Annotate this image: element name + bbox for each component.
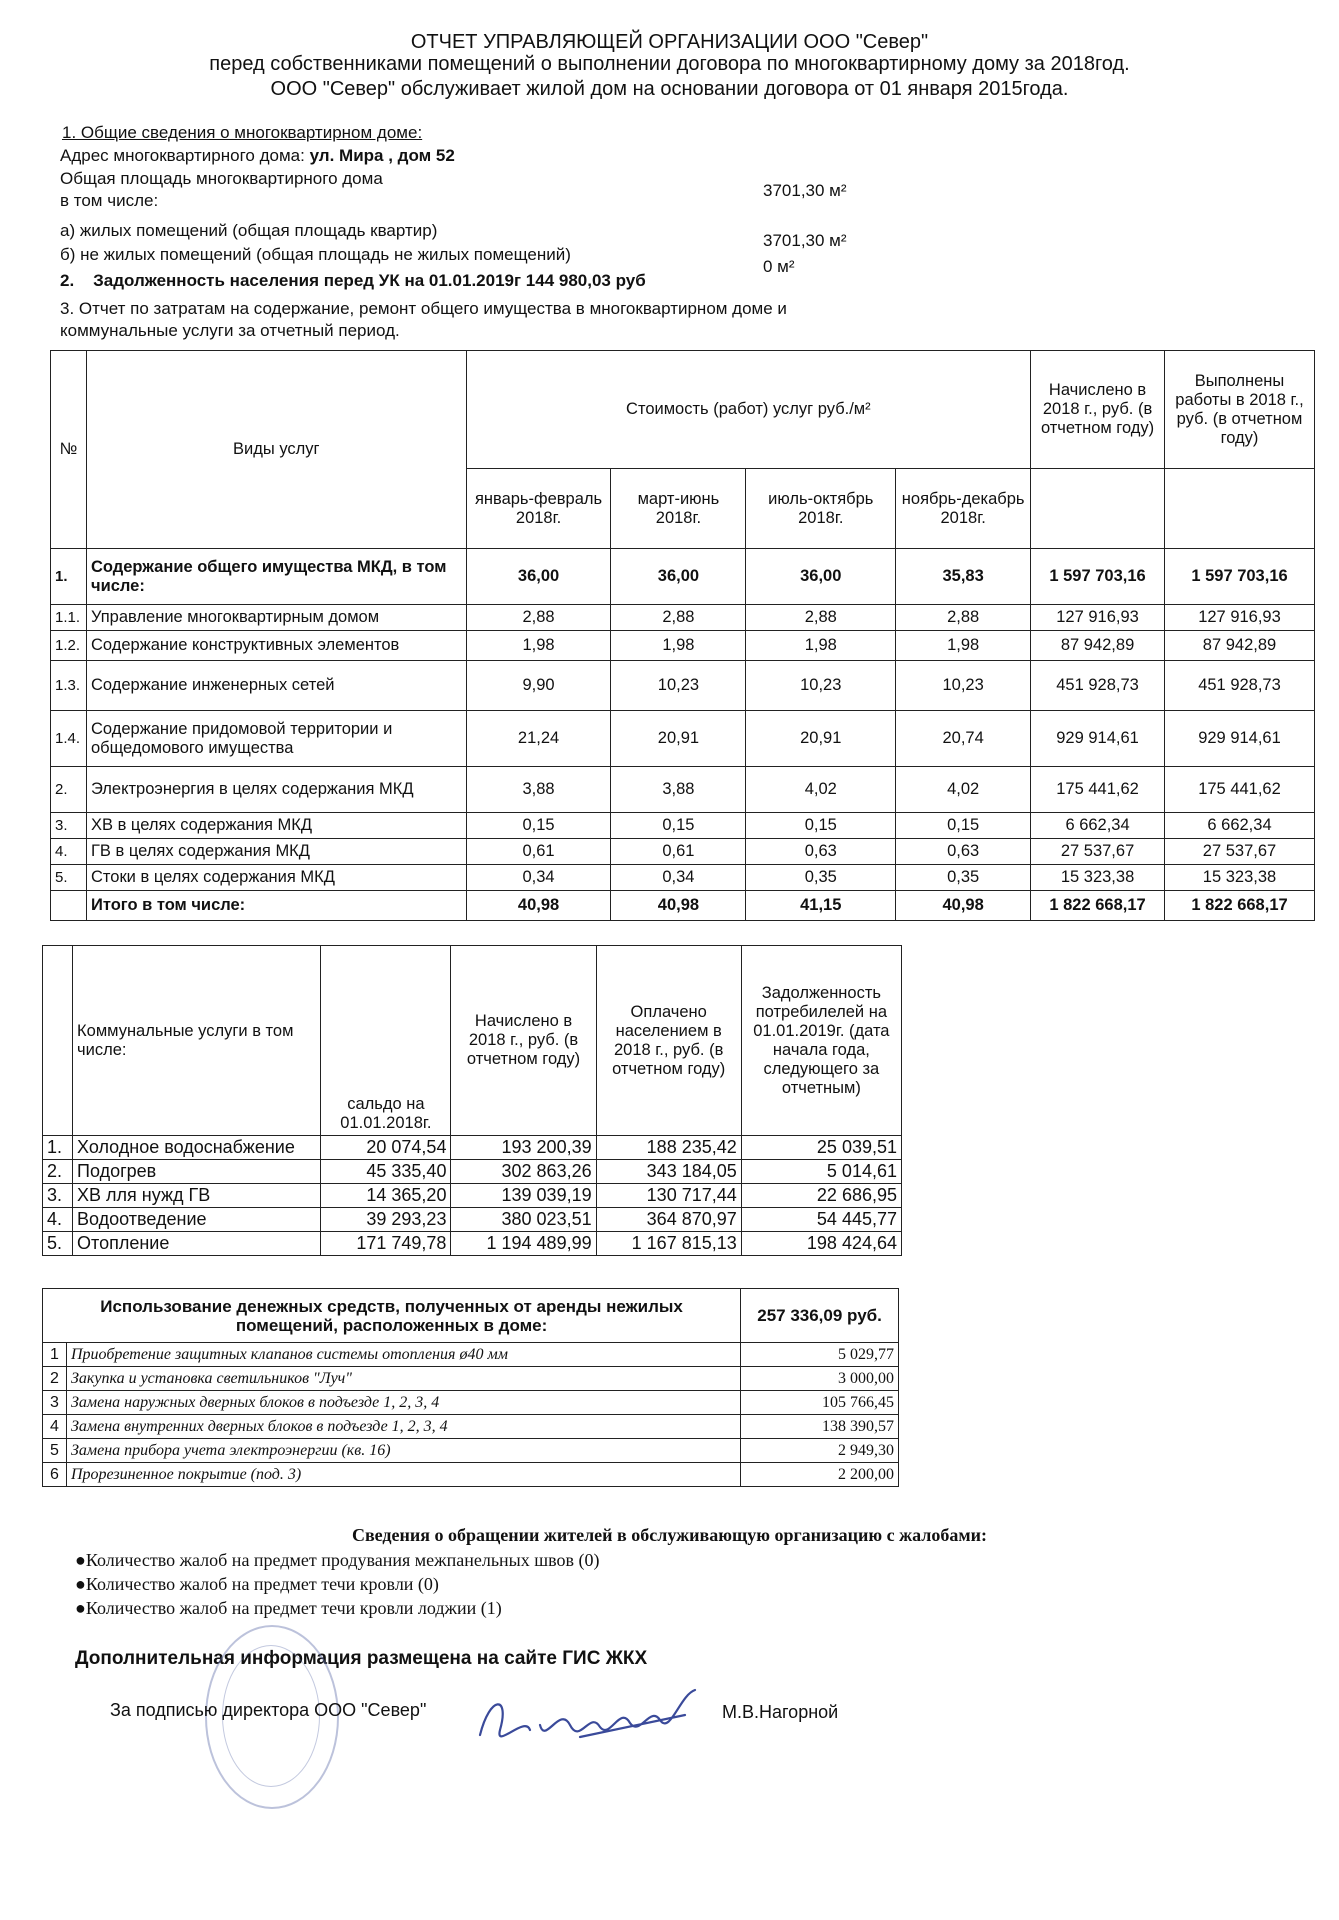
utility-paid: 364 870,97 — [596, 1208, 741, 1232]
area-label: Общая площадь многоквартирного дома — [60, 169, 383, 188]
report-title: ОТЧЕТ УПРАВЛЯЮЩЕЙ ОРГАНИЗАЦИИ ООО "Север" — [410, 31, 929, 53]
service-name: Содержание инженерных сетей — [86, 661, 466, 711]
rent-total: 257 336,09 руб. — [741, 1289, 899, 1343]
services-row — [51, 661, 1315, 711]
utility-num: 5. — [43, 1232, 73, 1256]
rent-item-text: Замена внутренних дверных блоков в подъезде 1, 2, 3, 4 — [66, 1415, 740, 1439]
address-value: ул. Мира , дом 52 — [309, 146, 455, 165]
report-subtitle: перед собственниками помещений о выполнении договора по многоквартирному дому за 2018год. — [209, 53, 1130, 75]
rent-num: 4 — [43, 1415, 67, 1439]
service-num: 1. — [51, 549, 87, 605]
nonliving-value: 0 м² — [763, 257, 795, 276]
cost-jan-feb: 0,61 — [466, 839, 611, 865]
section3-line2: коммунальные услуги за отчетный период. — [60, 321, 400, 340]
utility-paid: 343 184,05 — [596, 1160, 741, 1184]
cost-jul-oct: 10,23 — [746, 661, 896, 711]
service-name: Итого в том числе: — [86, 891, 466, 921]
done-amount: 1 597 703,16 — [1165, 549, 1315, 605]
utility-charged: 380 023,51 — [451, 1208, 596, 1232]
rent-table — [42, 1288, 899, 1487]
service-name: Содержание придомовой территории и общедомового имущества — [86, 711, 466, 767]
utility-saldo: 20 074,54 — [321, 1136, 451, 1160]
utility-paid: 1 167 815,13 — [596, 1232, 741, 1256]
utility-saldo: 45 335,40 — [321, 1160, 451, 1184]
util-debt-header: Задолженность потребилелей на 01.01.2019г. (дата начала года, следующего за отчетным) — [741, 946, 901, 1136]
cost-nov-dec: 4,02 — [896, 767, 1031, 813]
debt-num: 2. — [60, 271, 75, 290]
complaint-item: ●Количество жалоб на предмет течи кровли лоджии (1) — [75, 1598, 502, 1618]
cost-jul-oct: 2,88 — [746, 605, 896, 631]
services-row — [51, 767, 1315, 813]
done-amount: 87 942,89 — [1165, 631, 1315, 661]
service-num — [51, 891, 87, 921]
cost-mar-jun: 20,91 — [611, 711, 746, 767]
debt-text: Задолженность населения перед УК на 01.01.2019г 144 980,03 руб — [93, 271, 646, 290]
cost-jan-feb: 0,34 — [466, 865, 611, 891]
rent-item-text: Прорезиненное покрытие (под. 3) — [66, 1463, 740, 1487]
service-num: 1.3. — [51, 661, 87, 711]
including-label: в том числе: — [60, 191, 159, 210]
complaints-heading: Сведения о обращении жителей в обслуживающую организацию с жалобами: — [351, 1525, 988, 1545]
period-header: июль-октябрь 2018г. — [746, 469, 896, 549]
rent-item-text: Приобретение защитных клапанов системы отопления ø40 мм — [66, 1343, 740, 1367]
utility-name: Холодное водоснабжение — [73, 1136, 321, 1160]
area-total: 3701,30 м² — [763, 181, 847, 200]
service-num: 1.2. — [51, 631, 87, 661]
services-row — [51, 813, 1315, 839]
cost-jan-feb: 40,98 — [466, 891, 611, 921]
address-line — [60, 145, 455, 166]
rent-heading: Использование денежных средств, полученных от аренды нежилых помещений, расположенных в доме: — [43, 1289, 741, 1343]
service-name: Содержание конструктивных элементов — [86, 631, 466, 661]
done-amount: 6 662,34 — [1165, 813, 1315, 839]
cost-mar-jun: 40,98 — [611, 891, 746, 921]
cost-mar-jun: 1,98 — [611, 631, 746, 661]
done-amount: 451 928,73 — [1165, 661, 1315, 711]
utility-debt: 22 686,95 — [741, 1184, 901, 1208]
sign-label: За подписью директора ООО "Север" — [110, 1700, 427, 1720]
cost-nov-dec: 2,88 — [896, 605, 1031, 631]
done-amount: 1 822 668,17 — [1165, 891, 1315, 921]
cost-jul-oct: 41,15 — [746, 891, 896, 921]
utility-debt: 5 014,61 — [741, 1160, 901, 1184]
rent-amount: 2 200,00 — [741, 1463, 899, 1487]
utility-num: 4. — [43, 1208, 73, 1232]
cost-jan-feb: 21,24 — [466, 711, 611, 767]
charged-amount: 1 597 703,16 — [1031, 549, 1165, 605]
signature — [470, 1675, 710, 1765]
charged-amount: 929 914,61 — [1031, 711, 1165, 767]
cost-jul-oct: 4,02 — [746, 767, 896, 813]
cost-jul-oct: 36,00 — [746, 549, 896, 605]
cost-mar-jun: 36,00 — [611, 549, 746, 605]
utility-name: Отопление — [73, 1232, 321, 1256]
utility-charged: 193 200,39 — [451, 1136, 596, 1160]
rent-amount: 3 000,00 — [741, 1367, 899, 1391]
cost-nov-dec: 20,74 — [896, 711, 1031, 767]
cost-mar-jun: 0,61 — [611, 839, 746, 865]
utilities-table — [42, 945, 902, 1256]
complaint-item: ●Количество жалоб на предмет продувания межпанельных швов (0) — [75, 1550, 600, 1570]
util-name-header: Коммунальные услуги в том числе: — [73, 946, 321, 1136]
section3-line1: 3. Отчет по затратам на содержание, ремонт общего имущества в многоквартирном доме и — [60, 299, 787, 318]
rent-item-text: Замена прибора учета электроэнергии (кв. 16) — [66, 1439, 740, 1463]
empty-cell — [1031, 469, 1165, 549]
services-row — [51, 891, 1315, 921]
address-label: Адрес многоквартирного дома: — [60, 146, 305, 165]
charged-amount: 15 323,38 — [1031, 865, 1165, 891]
utility-saldo: 39 293,23 — [321, 1208, 451, 1232]
col-num-header: № — [51, 351, 87, 549]
additional-info: Дополнительная информация размещена на сайте ГИС ЖКХ — [75, 1648, 648, 1669]
rent-row — [43, 1463, 899, 1487]
cost-jan-feb: 2,88 — [466, 605, 611, 631]
service-num: 3. — [51, 813, 87, 839]
rent-num: 6 — [43, 1463, 67, 1487]
cost-nov-dec: 10,23 — [896, 661, 1031, 711]
period-header: март-июнь 2018г. — [611, 469, 746, 549]
debt-line — [60, 270, 646, 291]
utility-row — [43, 1208, 902, 1232]
rent-num: 1 — [43, 1343, 67, 1367]
cost-jan-feb: 0,15 — [466, 813, 611, 839]
rent-num: 2 — [43, 1367, 67, 1391]
service-name: Управление многоквартирным домом — [86, 605, 466, 631]
cost-jan-feb: 9,90 — [466, 661, 611, 711]
period-header: ноябрь-декабрь 2018г. — [896, 469, 1031, 549]
utility-saldo: 14 365,20 — [321, 1184, 451, 1208]
util-saldo-header: сальдо на 01.01.2018г. — [321, 946, 451, 1136]
utility-paid: 130 717,44 — [596, 1184, 741, 1208]
empty-cell — [1165, 469, 1315, 549]
col-done-header: Выполнены работы в 2018 г., руб. (в отчетном году) — [1165, 351, 1315, 469]
util-paid-header: Оплачено населением в 2018 г., руб. (в отчетном году) — [596, 946, 741, 1136]
utility-saldo: 171 749,78 — [321, 1232, 451, 1256]
rent-num: 5 — [43, 1439, 67, 1463]
service-num: 1.4. — [51, 711, 87, 767]
service-name: Содержание общего имущества МКД, в том числе: — [86, 549, 466, 605]
cost-jul-oct: 1,98 — [746, 631, 896, 661]
service-num: 5. — [51, 865, 87, 891]
services-table — [50, 350, 1315, 921]
services-row — [51, 711, 1315, 767]
charged-amount: 127 916,93 — [1031, 605, 1165, 631]
col-cost-header: Стоимость (работ) услуг руб./м² — [466, 351, 1031, 469]
report-contract: ООО "Север" обслуживает жилой дом на основании договора от 01 января 2015года. — [270, 78, 1069, 100]
cost-mar-jun: 3,88 — [611, 767, 746, 813]
utility-debt: 54 445,77 — [741, 1208, 901, 1232]
done-amount: 15 323,38 — [1165, 865, 1315, 891]
utility-charged: 139 039,19 — [451, 1184, 596, 1208]
rent-item-text: Замена наружных дверных блоков в подъезде 1, 2, 3, 4 — [66, 1391, 740, 1415]
cost-mar-jun: 0,15 — [611, 813, 746, 839]
cost-nov-dec: 35,83 — [896, 549, 1031, 605]
utility-row — [43, 1160, 902, 1184]
rent-item-text: Закупка и установка светильников "Луч" — [66, 1367, 740, 1391]
charged-amount: 27 537,67 — [1031, 839, 1165, 865]
services-row — [51, 605, 1315, 631]
rent-row — [43, 1415, 899, 1439]
util-charged-header: Начислено в 2018 г., руб. (в отчетном году) — [451, 946, 596, 1136]
service-name: Электроэнергия в целях содержания МКД — [86, 767, 466, 813]
empty-cell — [43, 946, 73, 1136]
signer-name: М.В.Нагорной — [722, 1702, 839, 1722]
cost-jul-oct: 0,15 — [746, 813, 896, 839]
utility-debt: 198 424,64 — [741, 1232, 901, 1256]
rent-amount: 138 390,57 — [741, 1415, 899, 1439]
living-label: а) жилых помещений (общая площадь квартир) — [60, 221, 438, 240]
charged-amount: 1 822 668,17 — [1031, 891, 1165, 921]
utility-num: 3. — [43, 1184, 73, 1208]
done-amount: 27 537,67 — [1165, 839, 1315, 865]
col-type-header: Виды услуг — [86, 351, 466, 549]
done-amount: 127 916,93 — [1165, 605, 1315, 631]
rent-row — [43, 1367, 899, 1391]
cost-nov-dec: 1,98 — [896, 631, 1031, 661]
rent-row — [43, 1343, 899, 1367]
rent-row — [43, 1439, 899, 1463]
done-amount: 929 914,61 — [1165, 711, 1315, 767]
col-charged-header: Начислено в 2018 г., руб. (в отчетном году) — [1031, 351, 1165, 469]
charged-amount: 451 928,73 — [1031, 661, 1165, 711]
services-row — [51, 865, 1315, 891]
service-name: ХВ в целях содержания МКД — [86, 813, 466, 839]
utility-row — [43, 1232, 902, 1256]
utility-row — [43, 1136, 902, 1160]
utility-charged: 302 863,26 — [451, 1160, 596, 1184]
cost-mar-jun: 0,34 — [611, 865, 746, 891]
period-header: январь-февраль 2018г. — [466, 469, 611, 549]
utility-paid: 188 235,42 — [596, 1136, 741, 1160]
utility-name: ХВ лля нужд ГВ — [73, 1184, 321, 1208]
services-row — [51, 631, 1315, 661]
living-value: 3701,30 м² — [763, 231, 847, 250]
services-row — [51, 839, 1315, 865]
utility-name: Подогрев — [73, 1160, 321, 1184]
cost-jul-oct: 0,63 — [746, 839, 896, 865]
utility-name: Водоотведение — [73, 1208, 321, 1232]
charged-amount: 6 662,34 — [1031, 813, 1165, 839]
rent-row — [43, 1391, 899, 1415]
cost-jul-oct: 0,35 — [746, 865, 896, 891]
utility-num: 1. — [43, 1136, 73, 1160]
cost-jan-feb: 1,98 — [466, 631, 611, 661]
service-name: Стоки в целях содержания МКД — [86, 865, 466, 891]
cost-nov-dec: 40,98 — [896, 891, 1031, 921]
utility-row — [43, 1184, 902, 1208]
cost-mar-jun: 2,88 — [611, 605, 746, 631]
service-name: ГВ в целях содержания МКД — [86, 839, 466, 865]
complaint-item: ●Количество жалоб на предмет течи кровли (0) — [75, 1574, 439, 1594]
cost-jan-feb: 3,88 — [466, 767, 611, 813]
services-row — [51, 549, 1315, 605]
service-num: 4. — [51, 839, 87, 865]
utility-debt: 25 039,51 — [741, 1136, 901, 1160]
rent-num: 3 — [43, 1391, 67, 1415]
cost-mar-jun: 10,23 — [611, 661, 746, 711]
service-num: 2. — [51, 767, 87, 813]
complaints-list — [75, 1548, 600, 1620]
cost-nov-dec: 0,15 — [896, 813, 1031, 839]
rent-amount: 2 949,30 — [741, 1439, 899, 1463]
done-amount: 175 441,62 — [1165, 767, 1315, 813]
utility-charged: 1 194 489,99 — [451, 1232, 596, 1256]
nonliving-label: б) не жилых помещений (общая площадь не жилых помещений) — [60, 245, 571, 264]
cost-jan-feb: 36,00 — [466, 549, 611, 605]
rent-amount: 105 766,45 — [741, 1391, 899, 1415]
rent-amount: 5 029,77 — [741, 1343, 899, 1367]
cost-nov-dec: 0,35 — [896, 865, 1031, 891]
charged-amount: 175 441,62 — [1031, 767, 1165, 813]
utility-num: 2. — [43, 1160, 73, 1184]
service-num: 1.1. — [51, 605, 87, 631]
cost-nov-dec: 0,63 — [896, 839, 1031, 865]
cost-jul-oct: 20,91 — [746, 711, 896, 767]
section1-heading: 1. Общие сведения о многоквартирном доме: — [62, 123, 423, 142]
charged-amount: 87 942,89 — [1031, 631, 1165, 661]
